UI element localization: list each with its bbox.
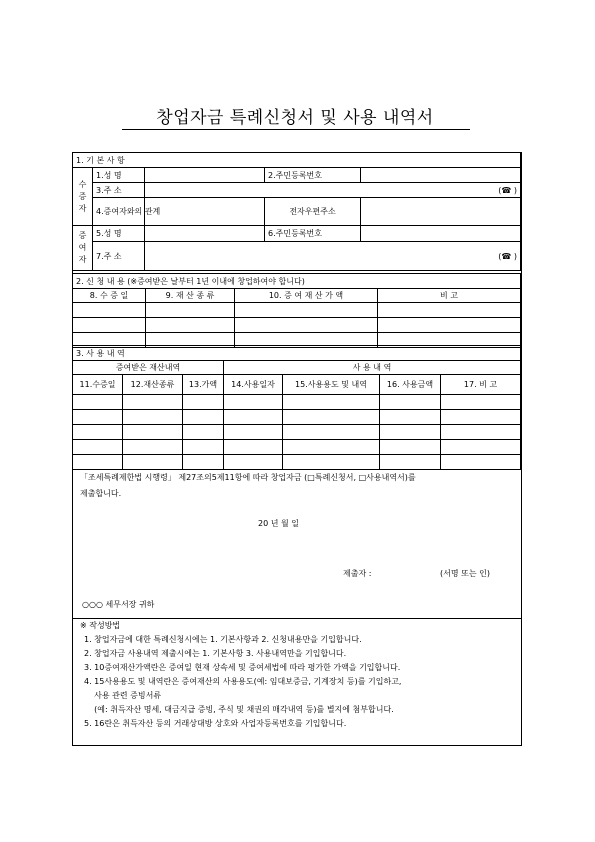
col-use-detail-15: 15.사용용도 및 내역 (283, 375, 380, 395)
col-property-type-12: 12.재산종류 (123, 375, 183, 395)
basic-info-table (72, 152, 521, 271)
statement-line1: 「조세특례제한법 시행령」 제27조의5제11항에 따라 창업자금 (□특례신청서, □사용내역서)를 (80, 473, 416, 482)
email-field[interactable] (361, 198, 521, 226)
addressee: ○○○ 세무서장 귀하 (82, 600, 155, 609)
col-property-type: 9. 재 산 종 류 (146, 289, 235, 303)
email-label: 전자우편주소 (265, 198, 361, 226)
recipient-address-field[interactable]: (☎ ) (145, 183, 521, 198)
document-title: 창업자금 특례신청서 및 사용 내역서 (156, 108, 434, 128)
recipient-label: 수 증 자 (73, 168, 93, 226)
usage-table (72, 345, 521, 470)
donor-name-label: 5.성 명 (93, 226, 145, 242)
col-receipt-date-11: 11.수증일 (73, 375, 123, 395)
submitter-label: 제출자 : (343, 569, 372, 578)
instruction-item: 5. 16란은 취득자산 등의 거래상대방 상호와 사업자등록번호를 기입합니다. (84, 719, 347, 728)
rrn-label: 2.주민등록번호 (265, 168, 361, 183)
application-table (72, 273, 521, 348)
col-use-amount-16: 16. 사용금액 (380, 375, 441, 395)
recipient-name-field[interactable] (145, 168, 265, 183)
donor-rrn-field[interactable] (361, 226, 521, 242)
section1-heading: 1. 기 본 사 항 (73, 153, 521, 168)
donor-address-label: 7.주 소 (93, 242, 145, 271)
group-usage: 사 용 내 역 (224, 361, 521, 375)
table-row (73, 455, 521, 470)
table-row (73, 425, 521, 440)
relation-label: 4.증여자와의 관계 (93, 198, 145, 226)
instruction-item: 4. 15사용용도 및 내역란은 증여재산의 사용용도(예: 임대보증금, 기계장치 등)를 기입하고, (84, 677, 402, 686)
relation-field[interactable] (145, 198, 265, 226)
donor-address-field[interactable]: (☎ ) (145, 242, 521, 271)
section2-heading: 2. 신 청 내 용 (※증여받은 날부터 1년 이내에 창업하여야 합니다) (73, 274, 521, 289)
donor-label: 증 여 자 (73, 226, 93, 271)
table-row (73, 395, 521, 410)
col-receipt-date: 8. 수 증 일 (73, 289, 146, 303)
instruction-item: 사용 관련 증빙서류 (84, 691, 162, 700)
donor-rrn-label: 6.주민등록번호 (265, 226, 361, 242)
statement-line2: 제출합니다. (80, 489, 122, 498)
col-gift-value: 10. 증 여 재 산 가 액 (235, 289, 378, 303)
instruction-item: 1. 창업자금에 대한 특례신청시에는 1. 기본사항과 2. 신청내용만을 기입합니다. (84, 635, 362, 644)
donor-name-field[interactable] (145, 226, 265, 242)
instructions (72, 618, 522, 731)
instruction-item: (예: 취득자산 명세, 대금지급 증빙, 주식 및 채권의 매각내역 등)를 별지에 첨부합니다. (84, 705, 394, 714)
col-use-date-14: 14.사용일자 (224, 375, 283, 395)
section3-heading: 3. 사 용 내 역 (73, 346, 521, 361)
name-label: 1.성 명 (93, 168, 145, 183)
sign-hint: (서명 또는 인) (440, 569, 490, 578)
title-underline (122, 129, 470, 130)
col-remarks: 비 고 (378, 289, 521, 303)
recipient-rrn-field[interactable] (361, 168, 521, 183)
col-amount-13: 13.가액 (183, 375, 224, 395)
table-row (73, 440, 521, 455)
table-row (73, 410, 521, 425)
instruction-item: 3. 10증여재산가액란은 증여일 현재 상속세 및 증여세법에 따라 평가한 가액을 기입합니다. (84, 663, 401, 672)
group-received-property: 증여받은 재산내역 (73, 361, 224, 375)
table-row (73, 303, 521, 318)
instructions-heading: ※ 작성방법 (80, 621, 121, 630)
address-label: 3.주 소 (93, 183, 145, 198)
instruction-item: 2. 창업자금 사용내역 제출시에는 1. 기본사항 3. 사용내역만을 기입합니다. (84, 649, 347, 658)
table-row (73, 318, 521, 333)
col-remarks-17: 17. 비 고 (441, 375, 521, 395)
date-line: 20 년 월 일 (258, 519, 299, 528)
